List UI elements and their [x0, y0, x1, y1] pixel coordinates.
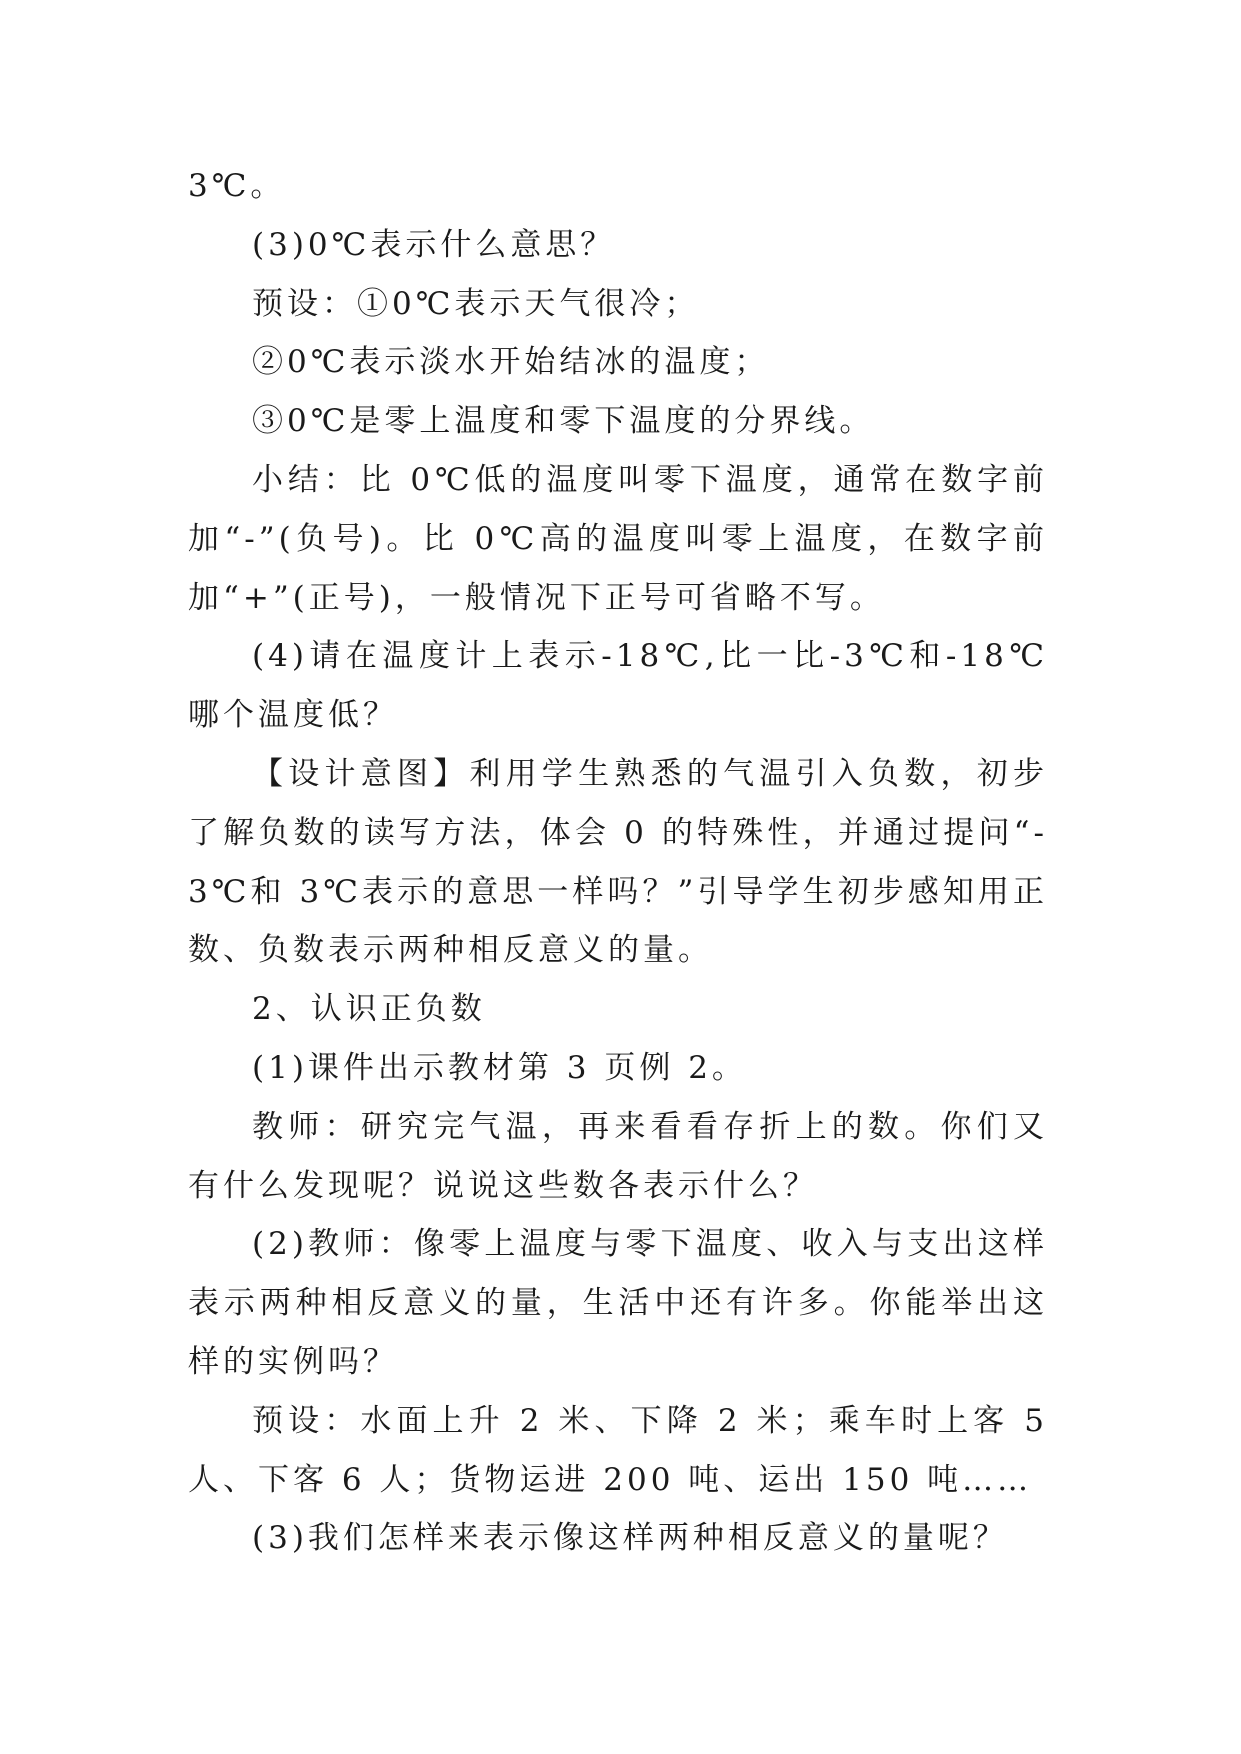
- step-2: (2)教师：像零上温度与零下温度、收入与支出这样表示两种相反意义的量，生活中还有许多。你能举出这样的实例吗？: [188, 1226, 1048, 1380]
- preset-examples: 预设：水面上升 2 米、下降 2 米；乘车时上客 5 人、下客 6 人；货物运进 200 吨、运出 150 吨……: [188, 1402, 1048, 1498]
- teacher-prompt: 教师：研究完气温，再来看看存折上的数。你们又有什么发现呢？说说这些数各表示什么？: [188, 1108, 1048, 1204]
- preset-answer-1: 预设：①0℃表示天气很冷；: [252, 285, 700, 322]
- section-heading: 2、认识正负数: [252, 991, 486, 1028]
- paragraph-continuation: 3℃。: [188, 168, 286, 204]
- step-3: (3)我们怎样来表示像这样两种相反意义的量呢？: [252, 1520, 1008, 1557]
- preset-answer-2: ②0℃表示淡水开始结冰的温度；: [252, 344, 770, 381]
- question-4: (4)请在温度计上表示-18℃,比一比-3℃和-18℃哪个温度低？: [188, 638, 1048, 734]
- summary-paragraph: 小结：比 0℃低的温度叫零下温度，通常在数字前加“-”(负号)。比 0℃高的温度叫零上温度，在数字前加“+”(正号)，一般情况下正号可省略不写。: [188, 461, 1048, 616]
- preset-answer-3: ③0℃是零上温度和零下温度的分界线。: [252, 403, 875, 440]
- question-3: (3)0℃表示什么意思？: [252, 226, 616, 263]
- step-1: (1)课件出示教材第 3 页例 2。: [252, 1049, 747, 1086]
- design-intent-paragraph: 【设计意图】利用学生熟悉的气温引入负数，初步了解负数的读写方法，体会 0 的特殊性，并通过提问“-3℃和 3℃表示的意思一样吗？”引导学生初步感知用正数、负数表示两种相反意义的量。: [188, 755, 1048, 969]
- document-body: [188, 157, 1048, 1568]
